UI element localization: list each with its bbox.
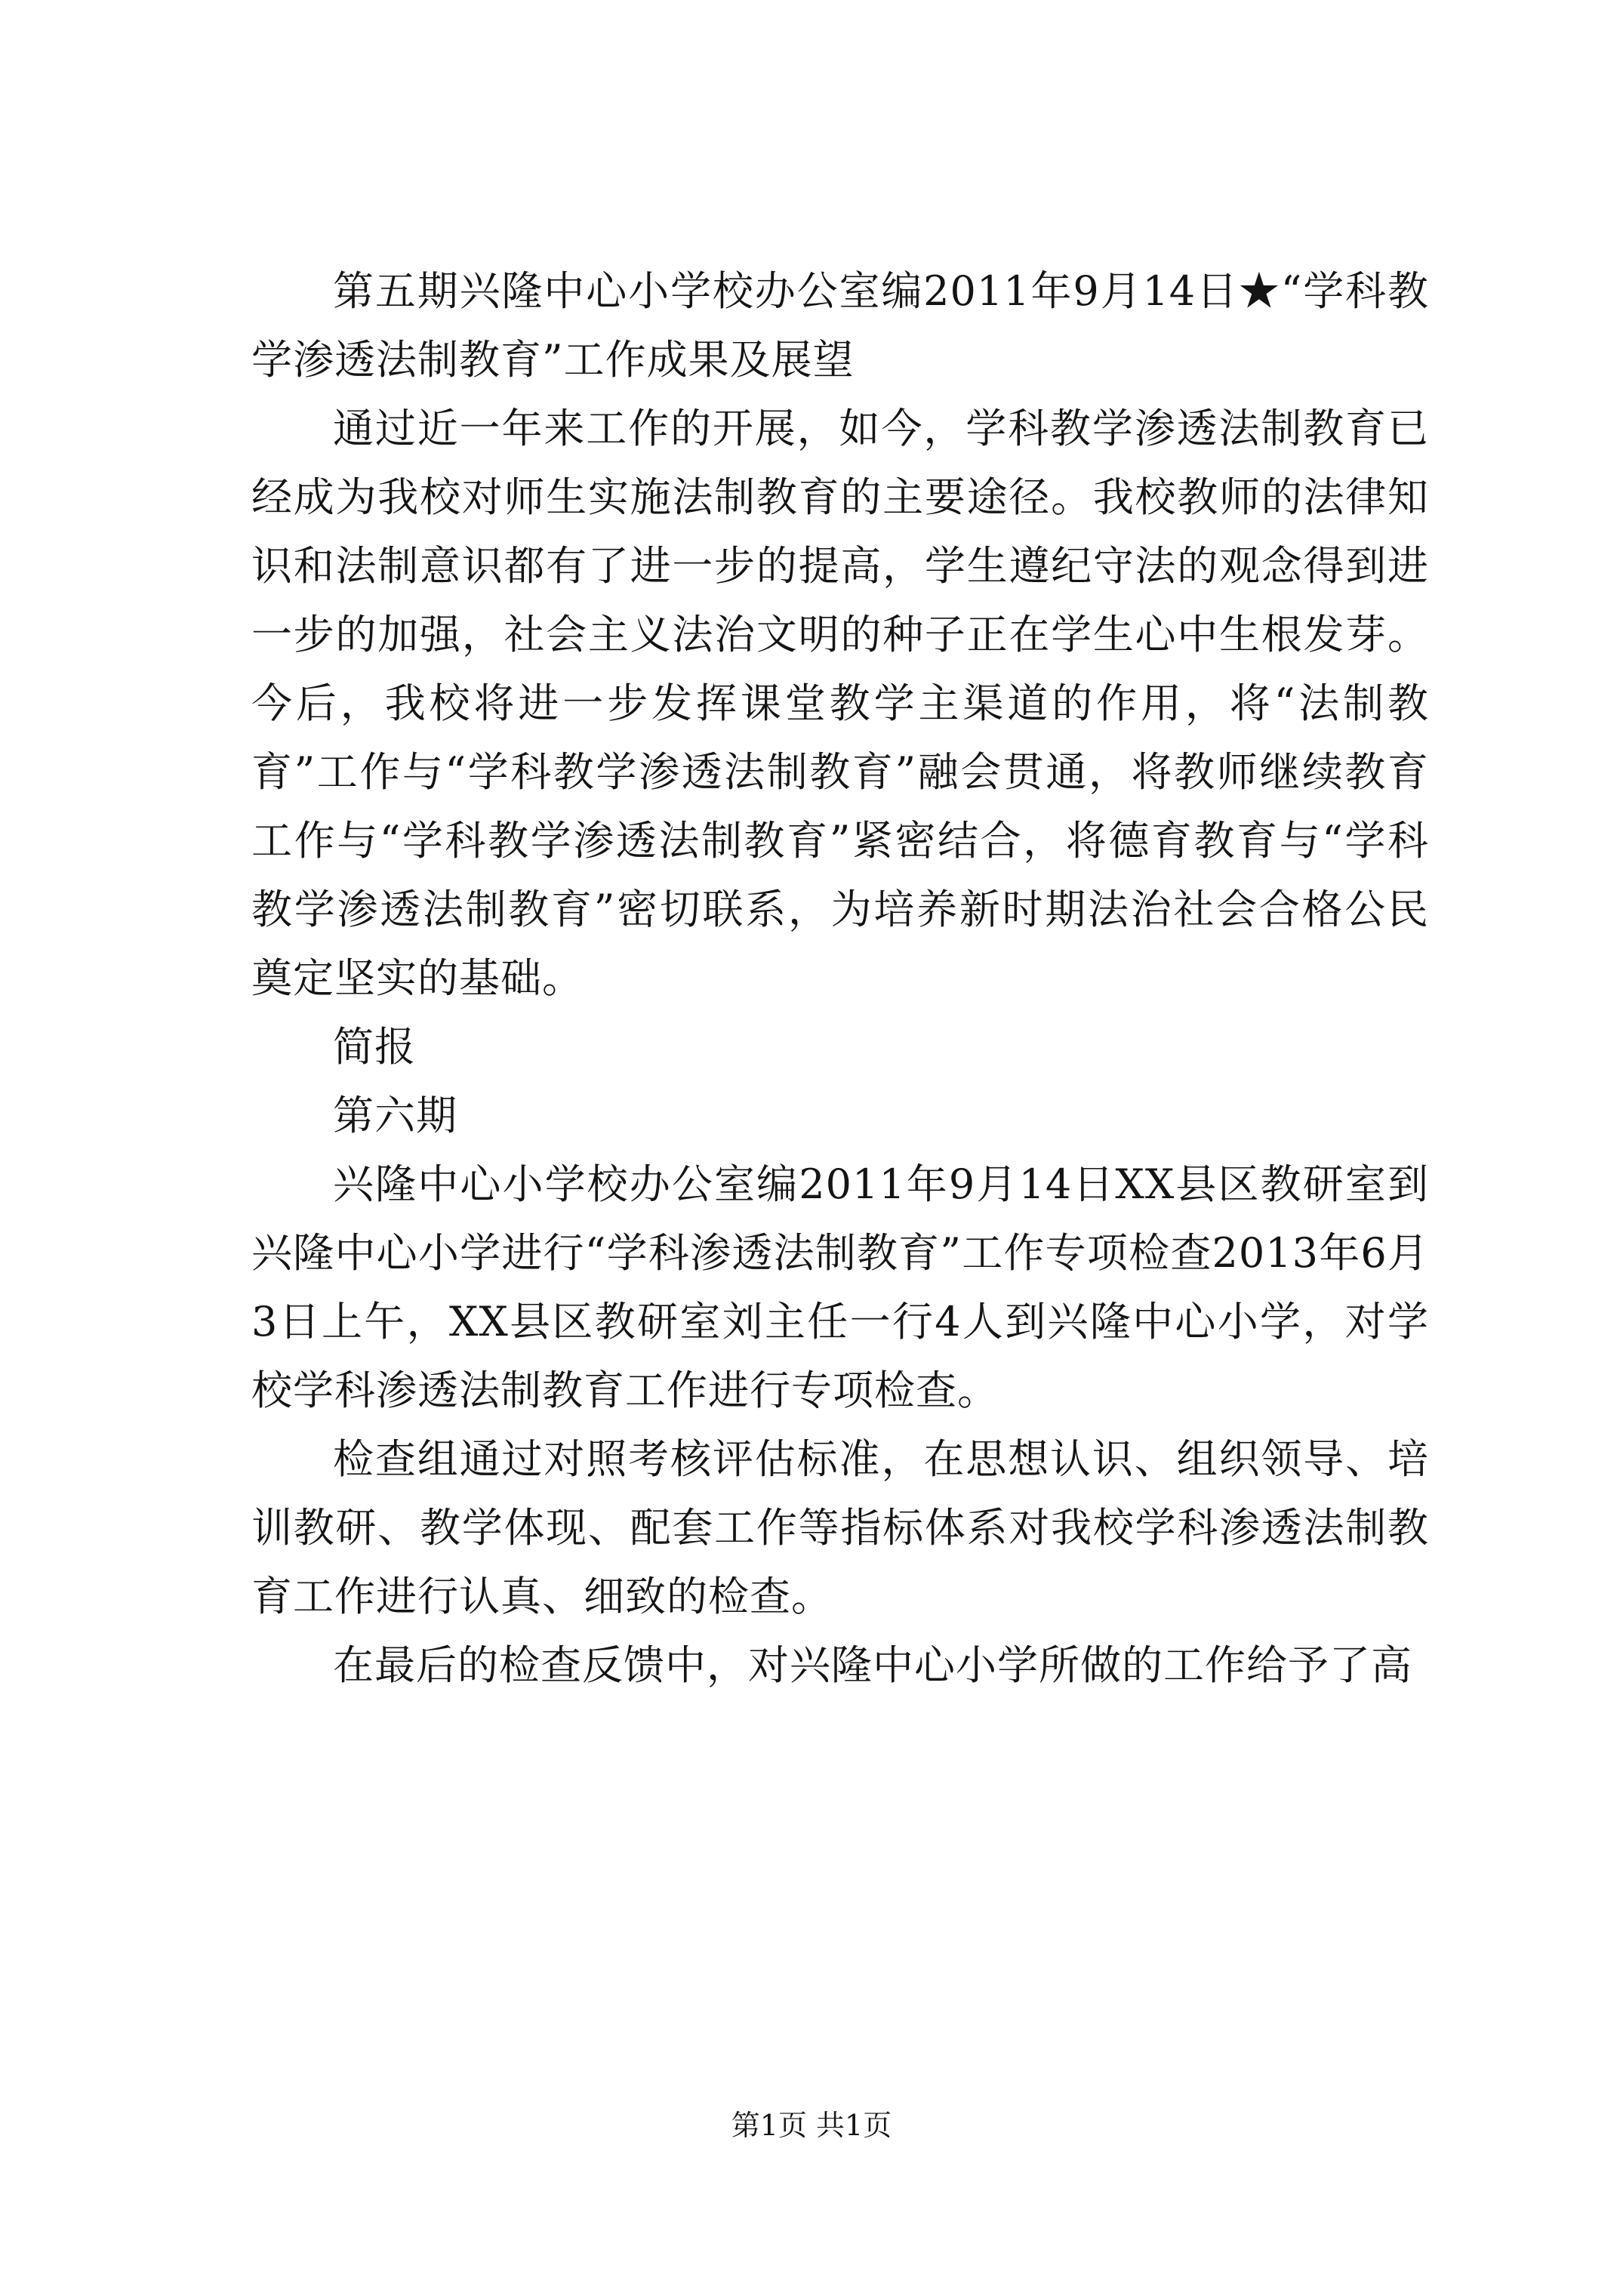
paragraph-feedback: 在最后的检查反馈中，对兴隆中心小学所做的工作给予了高 [333,1641,1412,1689]
paragraph-inspection-intro: 兴隆中心小学校办公室编2011年9月14日XX县区教研室到兴隆中心小学进行“学科渗透法制教育”工作专项检查2013年6月3日上午，XX县区教研室刘主任一行4人到兴隆中心小学，对学校学科渗透法制教育工作进行专项检查。 [251,1160,1429,1414]
paragraph-briefing-label: 简报 [333,1023,416,1071]
paragraph-inspection-details: 检查组通过对照考核评估标准，在思想认识、组织领导、培训教研、教学体现、配套工作等指标体系对我校学科渗透法制教育工作进行认真、细致的检查。 [251,1435,1429,1620]
page-footer: 第1页 共1页 [731,2109,892,2142]
paragraph-issue-number: 第六期 [333,1092,457,1139]
paragraph-achievements: 通过近一年来工作的开展，如今，学科教学渗透法制教育已经成为我校对师生实施法制教育的主要途径。我校教师的法律知识和法制意识都有了进一步的提高，学生遵纪守法的观念得到进一步的加强，社会主义法治文明的种子正在学生心中生根发芽。今后，我校将进一步发挥课堂教学主渠道的作用，将“法制教育”工作与“学科教学渗透法制教育”融会贯通，将教师继续教育工作与“学科教学渗透法制教育”紧密结合，将德育教育与“学科教学渗透法制教育”密切联系，为培养新时期法治社会合格公民奠定坚实的基础。 [251,405,1429,1002]
paragraph-title: 第五期兴隆中心小学校办公室编2011年9月14日★“学科教学渗透法制教育”工作成果及展望 [251,267,1429,384]
document-body [251,257,1429,1700]
